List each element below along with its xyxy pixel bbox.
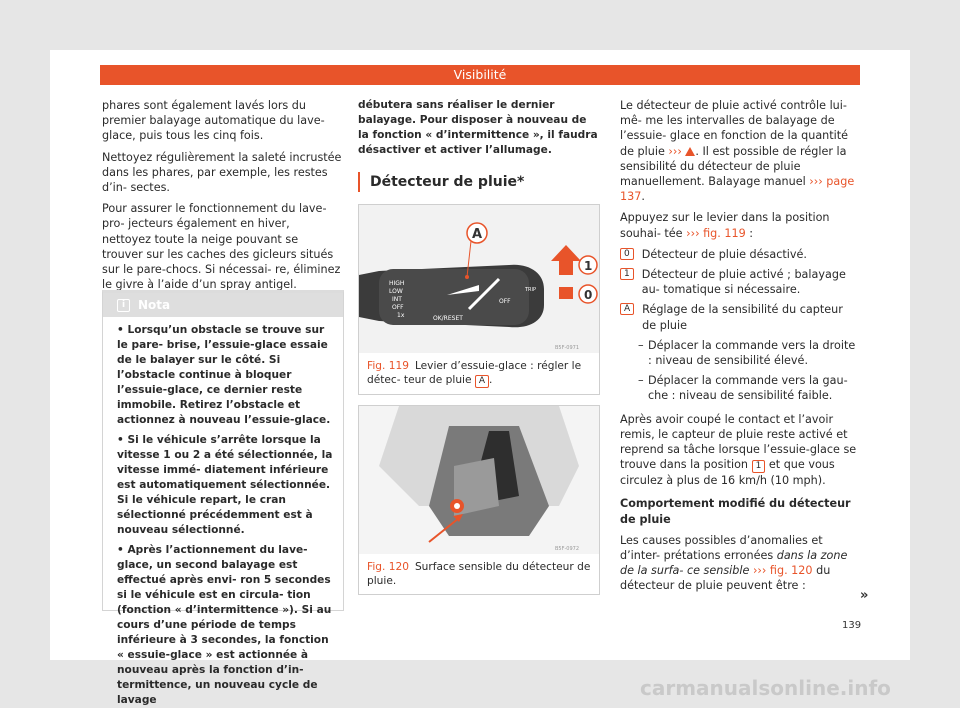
column-3 <box>620 98 860 600</box>
list-text: Détecteur de pluie désactivé. <box>641 247 807 261</box>
note-bullet: • Après l’actionnement du lave-glace, un second balayage est effectué après envi- ron 5 secondes si le véhicule est en circula- tion (fonction « d’intermittence »). Si au cours d’une période de temps inférieure à 3 secondes, la fonction « essuie-glace » est actionnée à nouveau après la fonction d’in- termittence, un nouveau cycle de lavage <box>117 544 332 706</box>
dash: – <box>638 374 644 388</box>
text: Les causes possibles d’anomalies et d’inter- prétations erronées <box>620 533 823 563</box>
note-box <box>102 290 344 706</box>
note-bullet: • Si le véhicule s’arrête lorsque la vitesse 1 ou 2 a été sélectionnée, la vitesse immé- diatement inférieure est automatiquement sélectionnée. Si le véhicule repart, le cran sélectionné précédemment est à nouveau sélectionné. <box>117 434 333 536</box>
text: du détecteur de pluie peuvent être : <box>620 564 831 593</box>
label-off: OFF <box>392 304 404 311</box>
sub-list-item <box>620 338 860 368</box>
figure-link[interactable]: ››› fig. 120 <box>749 564 813 578</box>
column-2 <box>358 98 600 605</box>
text: Le détecteur de pluie activé contrôle lui-mê- me les intervalles de balayage de l’essuie- glace en fonction de la quantité de pluie <box>620 99 849 158</box>
figure-119 <box>358 204 600 395</box>
list-item <box>620 267 860 297</box>
paragraph <box>620 533 860 594</box>
text: et que vous circulez à plus de 16 km/h (10 mph). <box>620 458 835 488</box>
section-title: Détecteur de pluie* <box>358 172 600 192</box>
label-a-circle: A <box>472 227 483 242</box>
figure-number: Fig. 120 <box>367 561 409 573</box>
dash: – <box>638 338 644 352</box>
tag-a: A <box>475 375 489 388</box>
label-0-circle: 0 <box>584 288 593 302</box>
note-title: Nota <box>138 298 171 312</box>
caption-text: Surface sensible du détecteur de pluie. <box>367 561 591 587</box>
page-header <box>100 65 860 85</box>
text: . Il est possible de régler la sensibilité du détecteur de pluie manuellement. Balayage manuel <box>620 144 847 189</box>
position-tag: 1 <box>620 268 634 280</box>
column-1 <box>102 98 342 298</box>
caption-text: Levier d’essuie-glace : régler le détec- teur de pluie <box>367 360 582 386</box>
italic-text: dans la zone de la surfa- ce sensible <box>620 549 848 578</box>
paragraph: Le détecteur de pluie activé contrôle lui-mê- me les intervalles de balayage de l’essuie- glace en fonction de la quantité de pluie ››› . Il est possible de régler la sensibilité du détecteur de pluie manuellement. Balayage manuel ››› page 137. <box>620 99 855 204</box>
label-high: HIGH <box>389 280 405 287</box>
header-title: Visibilité <box>453 67 507 82</box>
label-okreset: OK/RESET <box>433 315 463 322</box>
label-int: INT <box>392 296 402 303</box>
figure-120-image <box>359 406 599 554</box>
position-tag: 1 <box>752 460 766 473</box>
label-trip: TRIP <box>525 287 537 293</box>
paragraph <box>620 412 860 489</box>
text: Appuyez sur le levier dans la position souhai- tée <box>620 211 830 240</box>
text: : <box>745 226 754 240</box>
next-page-arrow[interactable]: » <box>860 588 869 603</box>
warning-icon <box>685 147 695 156</box>
list-item <box>620 247 860 262</box>
figure-120-caption <box>359 554 599 594</box>
position-tag: A <box>620 303 634 315</box>
note-header <box>103 293 343 317</box>
paragraph: phares sont également lavés lors du premier balayage automatique du lave-glace, puis tous les cinq fois. <box>102 99 325 143</box>
label-off-2: OFF <box>499 298 511 305</box>
list-item <box>620 302 860 332</box>
figure-number: Fig. 119 <box>367 360 409 372</box>
sub-list-text: Déplacer la commande vers la droite : niveau de sensibilité élevé. <box>648 338 856 368</box>
list-text: Réglage de la sensibilité du capteur de pluie <box>642 303 843 332</box>
note-body <box>103 317 343 708</box>
rain-sensor-illustration <box>359 406 599 554</box>
position-tag: 0 <box>620 248 634 260</box>
subheading: Comportement modifié du détecteur de pluie <box>620 497 851 526</box>
figure-120 <box>358 405 600 595</box>
label-1-circle: 1 <box>584 259 593 273</box>
reference-arrow[interactable]: ››› <box>668 144 682 158</box>
note-bullet: • Lorsqu’un obstacle se trouve sur le pare- brise, l’essuie-glace essaie de le balayer sur le côté. Si l’obstacle continue à bloquer l’essuie-glace, ce dernier reste immobile. Retirez l’obstacle et actionnez à nouveau l’essuie-glace. <box>117 324 331 426</box>
label-1x: 1x <box>397 312 405 319</box>
figure-119-caption: Fig. 119 Levier d’essuie-glace : régler le détec- teur de pluie A . <box>367 360 582 386</box>
paragraph: Nettoyez régulièrement la saleté incrustée dans les phares, par exemple, les restes d’in- sectes. <box>102 150 342 195</box>
figure-code: B5F-0972 <box>555 546 580 552</box>
info-icon: i <box>117 299 130 312</box>
paragraph: Pour assurer le fonctionnement du lave-pro- jecteurs également en hiver, nettoyez toute la neige pouvant se trouver sur les caches des gicleurs situés sur le pare-chocs. Si nécessai- re, éliminez le givre à l’aide d’un spray antigel. <box>102 202 341 292</box>
watermark: carmanualsonline.info <box>640 676 891 700</box>
wiper-lever-illustration <box>359 205 599 353</box>
note-continuation: débutera sans réaliser le dernier balayage. Pour disposer à nouveau de la fonction « d’intermittence », il faudra désactiver et activer l’allumage. <box>358 99 598 156</box>
sub-list-item <box>620 373 860 403</box>
label-low: LOW <box>389 288 403 295</box>
sub-list-text: Déplacer la commande vers la gau- che : niveau de sensibilité faible. <box>648 374 848 403</box>
figure-119-image <box>359 205 599 353</box>
list-text: Détecteur de pluie activé ; balayage au- tomatique si nécessaire. <box>641 268 846 297</box>
figure-link[interactable]: ››› fig. 119 <box>686 226 746 240</box>
page-link[interactable]: ››› page 137 <box>620 175 855 204</box>
paragraph <box>620 210 860 240</box>
text: Après avoir coupé le contact et l’avoir remis, le capteur de pluie reste activé et reprend sa tâche lorsque l’essuie-glace se trouve dans la position <box>620 412 857 472</box>
figure-code: B5F-0971 <box>555 345 580 351</box>
page-number: 139 <box>842 620 862 631</box>
